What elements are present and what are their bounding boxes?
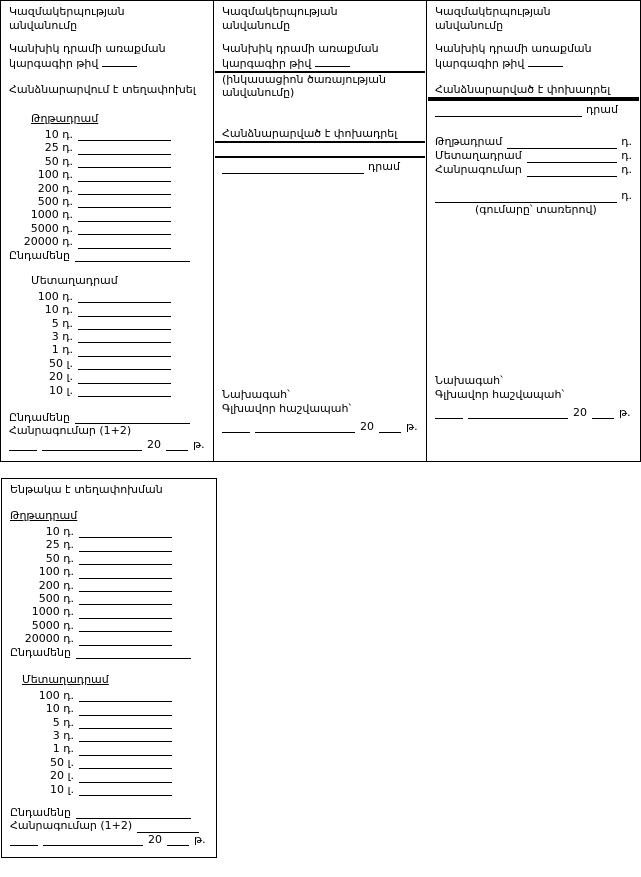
coin-rows [9,290,205,397]
denomination-label: 5 դ. [51,316,73,330]
fill-in-line [76,648,191,659]
order-number-fill-line [102,56,137,67]
grand-total-label: Հանրագումար (1+2) [9,424,132,438]
fill-in-line [76,808,191,819]
horizontal-rule [215,156,425,158]
fill-in-line [79,527,172,538]
denomination-row [10,756,208,769]
denomination-label: 500 դ. [37,194,73,208]
chief-accountant-label: Գլխավոր հաշվապահ՝ [222,402,352,415]
date-suffix: թ. [194,832,206,846]
coin-section-title: Մետաղադրամ [22,672,109,686]
denomination-label: 20000 դ. [23,235,73,249]
denomination-label: 100 դ. [37,168,73,182]
banknote-section-title: Թղթադրամ [31,112,99,125]
amount-line [222,160,418,174]
fill-in-line [78,306,171,317]
fill-in-line [79,568,172,579]
date-line [222,420,418,433]
denomination-row [9,343,205,356]
fill-in-line [78,332,171,343]
cash-delivery-order-copy3 [426,0,641,462]
fill-in-line [79,731,172,742]
denomination-label: 200 դ. [38,578,74,592]
amount-unit-label: դրամ [586,103,618,116]
denomination-row [10,552,208,565]
order-number-fill-line [315,56,350,67]
amount-fill-line [435,106,582,117]
denomination-label: 20000 դ. [24,632,74,646]
cash-delivery-order-copy1 [0,0,214,462]
fill-in-line [78,184,171,195]
date-day-line [435,408,463,419]
denomination-label: 5 դ. [52,715,74,729]
banknote-total-row [10,646,208,659]
fill-in-line [79,705,172,716]
denomination-label: 10 դ. [44,303,73,317]
amount-in-words-caption: (գումարը՝ տառերով) [475,203,597,216]
denomination-label: 20 լ. [50,769,74,783]
denomination-label: 3 դ. [52,729,74,743]
amount-unit-label: դրամ [368,160,400,173]
date-suffix: թ. [193,437,205,451]
fill-in-line [78,319,171,330]
denomination-row [10,538,208,551]
date-year-prefix: 20 [148,832,162,846]
amount-words-fill-line [435,192,617,203]
denomination-row [10,579,208,592]
grand-total-row [10,819,208,832]
fill-in-line [79,608,172,619]
denomination-label: 200 դ. [37,181,73,195]
denomination-row [10,729,208,742]
denomination-row [9,182,205,195]
panel-title: Ենթակա է տեղափոխման [10,483,163,496]
date-line [9,438,205,451]
chief-accountant-label: Գլխավոր հաշվապահ՝ [435,388,565,401]
denomination-row [9,168,205,181]
coin-total-row [9,411,205,424]
denomination-label: 50 լ. [50,755,74,769]
denomination-label: 1 դ. [51,343,73,357]
date-suffix: թ. [406,419,418,433]
service-name-caption: (ինկասացիոն ծառայության անվանումը) [222,73,386,99]
order-number-line2 [435,56,632,71]
org-name-line1: Կազմակերպության [9,5,125,18]
denomination-label: 10 դ. [45,702,74,716]
denomination-row [9,155,205,168]
instruction-text: Հանձնարարվում է տեղափոխել [9,83,196,96]
fill-in-line [78,386,171,397]
denomination-label: 20 լ. [49,370,73,384]
denomination-row [9,222,205,235]
banknote-total-row [9,249,205,262]
denomination-row [10,769,208,782]
banknote-amount-row [435,135,632,149]
banknote-label: Թղթադրամ [435,135,503,148]
fill-in-line [78,197,171,208]
denomination-row [10,716,208,729]
fill-in-line [78,130,171,141]
total-label: Ընդամենը [10,645,71,659]
unit-label: դ. [621,163,632,176]
date-year-prefix: 20 [573,405,587,419]
denomination-row [10,742,208,755]
coin-section-title: Մետաղադրամ [31,273,118,287]
denomination-row [10,619,208,632]
denomination-label: 10 լ. [50,782,74,796]
unit-label: դ. [621,149,632,162]
fill-in-line [75,413,190,424]
horizontal-rule [428,99,639,101]
denomination-label: 100 դ. [38,688,74,702]
date-year-line [379,422,401,433]
denomination-row [10,783,208,796]
fill-in-line [78,359,171,370]
denomination-label: 1 դ. [52,742,74,756]
denomination-label: 100 դ. [38,565,74,579]
order-number-line2 [9,56,205,71]
denomination-label: 25 դ. [45,538,74,552]
banknote-section-title: Թղթադրամ [10,509,78,522]
denomination-row [9,384,205,397]
coin-amount-row [435,149,632,163]
coin-label: Մետաղադրամ [435,149,522,162]
coin-total-row [10,806,208,819]
date-year-prefix: 20 [360,419,374,433]
fill-in-line [78,144,171,155]
denomination-label: 50 լ. [49,356,73,370]
fill-in-line [75,251,190,262]
date-suffix: թ. [619,405,631,419]
denomination-label: 25 դ. [44,141,73,155]
unit-label: դ. [621,135,632,148]
denomination-label: 10 դ. [45,524,74,538]
fill-in-line [507,138,617,149]
order-number-line2 [222,56,418,71]
denomination-row [9,290,205,303]
total-label: Ընդամենը [10,806,71,820]
total-label: Ընդամենը [9,411,70,425]
fill-in-line [527,152,617,163]
denomination-row [9,235,205,248]
denomination-row [9,303,205,316]
order-number-fill-line [528,56,563,67]
denomination-label: 50 դ. [45,551,74,565]
denomination-row [9,128,205,141]
fill-in-line [79,541,172,552]
order-number-label: կարգագիր թիվ [9,57,99,70]
denomination-row [10,605,208,618]
chairman-label: Նախագահ՝ [435,374,503,387]
fill-in-line [79,621,172,632]
fill-in-line [78,373,171,384]
chairman-label: Նախագահ՝ [222,388,290,401]
coin-rows [10,689,208,796]
order-number-label: կարգագիր թիվ [435,57,525,70]
denomination-label: 50 դ. [44,154,73,168]
date-year-line [167,835,189,846]
fill-in-line [79,718,172,729]
fill-in-line [79,691,172,702]
denomination-label: 1000 դ. [30,208,73,222]
grand-amount-row [435,163,632,177]
denomination-row [10,525,208,538]
denomination-row [10,565,208,578]
denomination-row [9,208,205,221]
instruction-text: Հանձնարարված է փոխադրել [435,83,611,96]
date-day-line [10,835,38,846]
fill-in-line [78,171,171,182]
date-line [435,406,632,419]
org-name-line1: Կազմակերպության [435,5,551,18]
unit-label: դ. [621,189,632,202]
cash-delivery-order-copy2 [213,0,427,462]
denomination-row [9,357,205,370]
denomination-label: 100 դ. [37,289,73,303]
fill-in-line [79,758,172,769]
date-day-line [222,422,250,433]
denomination-row [10,632,208,645]
date-month-line [468,408,568,419]
date-year-prefix: 20 [147,437,161,451]
amount-in-words-row [435,189,632,203]
date-year-line [166,440,188,451]
fill-in-line [137,822,199,833]
fill-in-line [79,594,172,605]
fill-in-line [78,157,171,168]
date-month-line [42,440,142,451]
denomination-row [9,195,205,208]
instruction-text: Հանձնարարված է փոխադրել [222,127,398,140]
denomination-row [9,330,205,343]
date-year-line [592,408,614,419]
denomination-row [9,317,205,330]
fill-in-line [79,635,172,646]
date-line [10,833,208,846]
denomination-row [10,689,208,702]
fill-in-line [79,745,172,756]
denomination-label: 5000 դ. [31,618,74,632]
denomination-label: 5000 դ. [30,221,73,235]
grand-total-label: Հանրագումար (1+2) [10,819,133,833]
denomination-label: 10 դ. [44,127,73,141]
order-number-label: կարգագիր թիվ [222,57,312,70]
fill-in-line [79,772,172,783]
banknote-rows [10,525,208,659]
total-label: Ընդամենը [9,248,70,262]
denomination-label: 1000 դ. [31,605,74,619]
date-day-line [9,440,37,451]
fill-in-line [527,166,617,177]
banknote-rows [9,128,205,262]
grand-label: Հանրագումար [435,163,522,176]
denomination-label: 10 լ. [49,383,73,397]
fill-in-line [78,224,171,235]
org-name-line2: անվանումը [222,19,291,32]
cash-delivery-order-copy4 [1,478,217,858]
denomination-row [9,370,205,383]
fill-in-line [79,554,172,565]
denomination-row [9,141,205,154]
denomination-row [10,592,208,605]
fill-in-line [78,211,171,222]
org-name-line1: Կազմակերպության [222,5,338,18]
date-month-line [255,422,355,433]
denomination-label: 3 դ. [51,330,73,344]
org-name-line2: անվանումը [9,19,78,32]
amount-line [435,103,632,117]
order-number-line1: Կանխիկ դրամի առաքման [435,42,592,55]
fill-in-line [78,238,171,249]
fill-in-line [79,785,172,796]
fill-in-line [78,292,171,303]
org-name-line2: անվանումը [435,19,504,32]
fill-in-line [78,346,171,357]
denomination-label: 500 դ. [38,591,74,605]
grand-total-row [9,424,205,437]
order-number-line1: Կանխիկ դրամի առաքման [222,42,379,55]
date-month-line [43,835,143,846]
denomination-row [10,702,208,715]
amount-fill-line [222,163,364,174]
order-number-line1: Կանխիկ դրամի առաքման [9,42,166,55]
horizontal-rule [215,141,425,143]
fill-in-line [79,581,172,592]
